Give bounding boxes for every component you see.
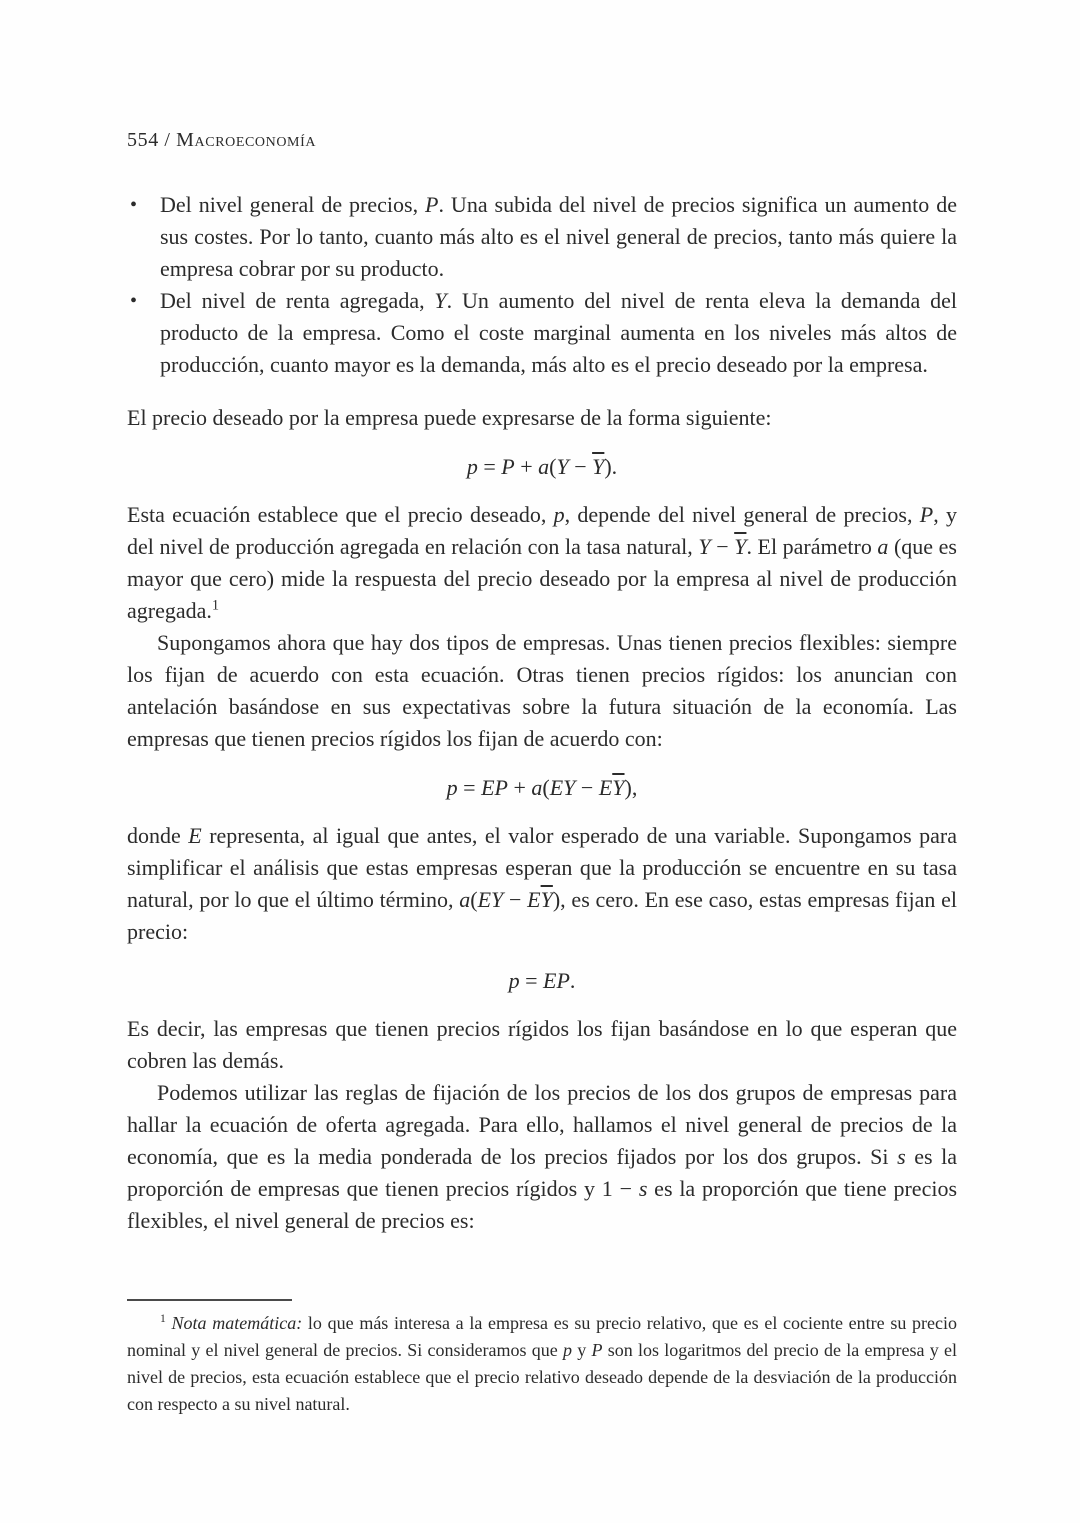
footnote-text: $^1$ Nota matemática: lo que más interesa a la empresa es su precio relativo, que es el cociente entre su precio nominal y el nivel general de precios. Si consideramos que p y P son los logaritmos del precio de la empresa y el nivel de precios, esta ecuación establece que el precio relativo deseado depende de la desviación de la producción con respecto a su nivel natural. xyxy=(127,1312,958,1414)
bullet-item-aggregate-income xyxy=(127,285,957,381)
bullet-item-price-level xyxy=(127,189,957,285)
paragraph-supongamos: Supongamos ahora que hay dos tipos de empresas. Unas tienen precios flexibles: siempre los fijan de acuerdo con esta ecuación. Otras tienen precios rígidos: los anuncian con antelación basándose en sus expectativas sobre la futura situación de la economía. Las empresas que tienen precios rígidos los fijan de acuerdo con: xyxy=(127,630,957,751)
equation-expected-price: p = EP. xyxy=(508,968,576,993)
bullet-icon: • xyxy=(130,194,138,216)
page-content xyxy=(127,128,957,1237)
page-number-and-book-title: 554 / Macroeconomía xyxy=(127,129,317,151)
bullet-text: Del nivel general de precios, P. Una subida del nivel de precios significa un aumento de sus costes. Por lo tanto, cuanto más alto es el nivel general de precios, tanto más quiere la empresa cobrar por su producto. xyxy=(160,192,957,281)
equation-rigid-price: p = EP + $a(EY - E\overline{Y})$, xyxy=(446,775,638,800)
bullet-list xyxy=(127,189,957,381)
paragraph-intro: El precio deseado por la empresa puede expresarse de la forma siguiente: xyxy=(127,405,772,430)
bullet-icon: • xyxy=(130,290,138,312)
equation-desired-price: $p = P + a(Y - \overline{Y})$. xyxy=(466,454,618,479)
paragraph-esta-ecuacion: Esta ecuación establece que el precio deseado, p, depende del nivel general de precios, P, y del nivel de producción agregada en relación con la tasa natural, $Y - \overline{Y}$. El parámetro a (que es mayor que cero) mide la respuesta del precio deseado por la empresa al nivel de producción agregada.$^1$ xyxy=(127,502,958,623)
paragraph-es-decir: Es decir, las empresas que tienen precios rígidos los fijan basándose en lo que esperan que cobren las demás. xyxy=(127,1016,957,1073)
paragraph-podemos: Podemos utilizar las reglas de fijación de los precios de los dos grupos de empresas para hallar la ecuación de oferta agregada. Para ello, hallamos el nivel general de precios de la economía, que es la media ponderada de los precios fijados por los dos grupos. Si s es la proporción de empresas que tienen precios rígidos y 1 − s es la proporción que tiene precios flexibles, el nivel general de precios es: xyxy=(127,1080,958,1233)
paragraph-donde-e: donde E representa, al igual que antes, el valor esperado de una variable. Supongamos para simplificar el análisis que estas empresas esperan que la producción se encuentre en su tasa natural, por lo que el último término, $a(EY - E\overline{Y})$, es cero. En ese caso, estas empresas fijan el precio: xyxy=(127,823,958,944)
bullet-text: Del nivel de renta agregada, Y. Un aumento del nivel de renta eleva la demanda del producto de la empresa. Como el coste marginal aumenta en los niveles más altos de producción, cuanto mayor es la demanda, más alto es el precio deseado por la empresa. xyxy=(160,288,958,377)
footnote-separator xyxy=(127,1299,292,1301)
footnote-area xyxy=(127,1299,957,1418)
running-header xyxy=(127,128,957,152)
